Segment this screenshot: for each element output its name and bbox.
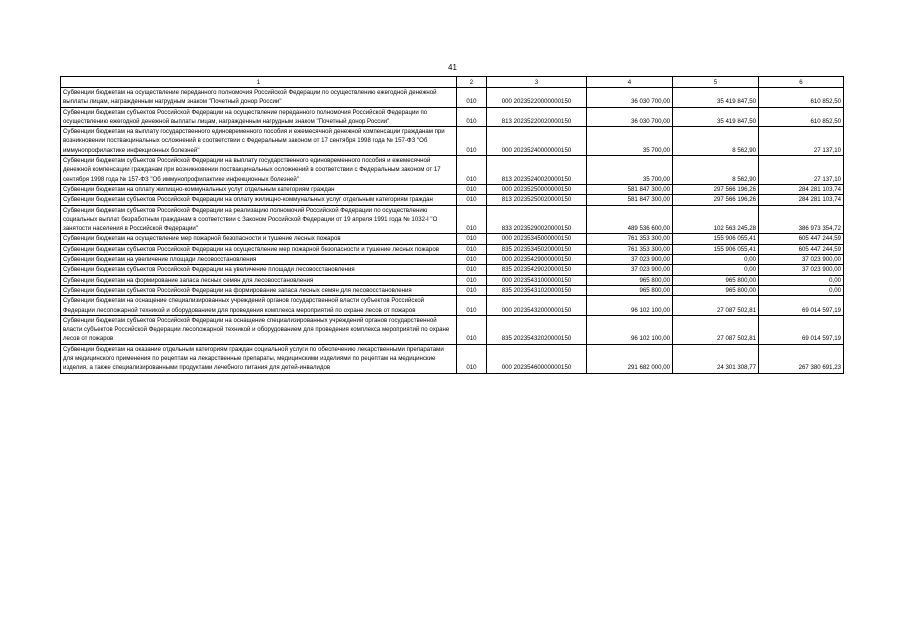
row-unexecuted-amount-cell: 27 137,10 — [759, 156, 844, 185]
column-header: 2 — [457, 77, 487, 88]
table-row — [61, 285, 844, 295]
row-admin-code-cell: 010 — [457, 315, 487, 344]
row-admin-code-cell: 010 — [457, 205, 487, 234]
row-plan-amount-cell: 96 102 100,00 — [587, 315, 673, 344]
row-budget-code-cell: 835 20235429020000150 — [487, 265, 587, 275]
row-unexecuted-amount-cell: 610 852,50 — [759, 88, 844, 108]
row-name-cell: Субвенции бюджетам на увеличение площади лесовосстановления — [61, 255, 457, 265]
row-name-cell: Субвенции бюджетам субъектов Российской Федерации на выплату государственного единовременного пособия и ежемесячной денежной компенсации гражданам при возникновении поствакцинальных осложнений в соответствии с Федеральным законом от 17 сентября 1998 года № 157-ФЗ "Об иммунопрофилактике инфекционных болезней" — [61, 156, 457, 185]
row-budget-code-cell: 000 20235345000000150 — [487, 234, 587, 244]
row-admin-code-cell: 010 — [457, 344, 487, 373]
row-admin-code-cell: 010 — [457, 127, 487, 156]
row-budget-code-cell: 000 20235432000000150 — [487, 296, 587, 316]
row-executed-amount-cell: 8 562,90 — [673, 127, 759, 156]
row-unexecuted-amount-cell: 69 014 597,19 — [759, 296, 844, 316]
table-row — [61, 234, 844, 244]
row-name-cell: Субвенции бюджетам субъектов Российской Федерации на реализацию полномочий Российской Федерации по осуществлению социальных выплат безработным гражданам в соответствии с Законом Российской Федерации от 19 апреля 1991 года № 1032-I "О занятости населения в Российской Федерации" — [61, 205, 457, 234]
row-admin-code-cell: 010 — [457, 107, 487, 127]
row-name-cell: Субвенции бюджетам субъектов Российской Федерации на оснащение специализированных учреждений органов государственной власти субъектов Российской Федерации лесопожарной техникой и оборудованием для проведения комплекса мероприятий по охране лесов от пожаров — [61, 315, 457, 344]
row-executed-amount-cell: 965 800,00 — [673, 275, 759, 285]
row-plan-amount-cell: 761 353 300,00 — [587, 234, 673, 244]
row-unexecuted-amount-cell: 0,00 — [759, 285, 844, 295]
row-executed-amount-cell: 8 562,90 — [673, 156, 759, 185]
row-name-cell: Субвенции бюджетам на оказание отдельным категориям граждан социальной услуги по обеспечению лекарственными препаратами для медицинского применения по рецептам на лекарственные препараты, медицинскими изделиями по рецептам на медицинские изделия, а также специализированными продуктами лечебного питания для детей-инвалидов — [61, 344, 457, 373]
row-budget-code-cell: 000 20235240000000150 — [487, 127, 587, 156]
row-name-cell: Субвенции бюджетам субъектов Российской Федерации на осуществление мер пожарной безопасности и тушение лесных пожаров — [61, 244, 457, 254]
row-name-cell: Субвенции бюджетам субъектов Российской Федерации на оплату жилищно-коммунальных услуг отдельным категориям граждан — [61, 195, 457, 205]
row-plan-amount-cell: 35 700,00 — [587, 127, 673, 156]
row-unexecuted-amount-cell: 605 447 244,59 — [759, 244, 844, 254]
row-admin-code-cell: 010 — [457, 296, 487, 316]
row-unexecuted-amount-cell: 0,00 — [759, 275, 844, 285]
table-row — [61, 184, 844, 194]
row-executed-amount-cell: 35 419 847,50 — [673, 107, 759, 127]
row-name-cell: Субвенции бюджетам на формирование запаса лесных семян для лесовосстановления — [61, 275, 457, 285]
row-executed-amount-cell: 297 566 196,26 — [673, 195, 759, 205]
row-name-cell: Субвенции бюджетам на оплату жилищно-коммунальных услуг отдельным категориям граждан — [61, 184, 457, 194]
row-budget-code-cell: 000 20235429000000150 — [487, 255, 587, 265]
row-executed-amount-cell: 0,00 — [673, 255, 759, 265]
budget-table — [60, 76, 844, 374]
row-budget-code-cell: 835 20235432020000150 — [487, 315, 587, 344]
table-row — [61, 275, 844, 285]
row-executed-amount-cell: 24 301 308,77 — [673, 344, 759, 373]
row-plan-amount-cell: 581 847 300,00 — [587, 184, 673, 194]
table-row — [61, 255, 844, 265]
row-budget-code-cell: 813 20235220020000150 — [487, 107, 587, 127]
table-row — [61, 107, 844, 127]
column-header: 6 — [759, 77, 844, 88]
row-admin-code-cell: 010 — [457, 234, 487, 244]
table-row — [61, 156, 844, 185]
table-row — [61, 296, 844, 316]
table-row — [61, 244, 844, 254]
row-unexecuted-amount-cell: 386 973 354,72 — [759, 205, 844, 234]
row-executed-amount-cell: 27 087 502,81 — [673, 315, 759, 344]
row-budget-code-cell: 813 20235250020000150 — [487, 195, 587, 205]
row-name-cell: Субвенции бюджетам субъектов Российской Федерации на увеличение площади лесовосстановления — [61, 265, 457, 275]
table-header-row — [61, 77, 844, 88]
row-admin-code-cell: 010 — [457, 195, 487, 205]
row-admin-code-cell: 010 — [457, 275, 487, 285]
row-budget-code-cell: 000 20235460000000150 — [487, 344, 587, 373]
page-number: 41 — [448, 63, 457, 72]
row-executed-amount-cell: 102 563 245,28 — [673, 205, 759, 234]
row-plan-amount-cell: 36 030 700,00 — [587, 107, 673, 127]
row-plan-amount-cell: 965 800,00 — [587, 275, 673, 285]
row-plan-amount-cell: 965 800,00 — [587, 285, 673, 295]
column-header: 3 — [487, 77, 587, 88]
row-admin-code-cell: 010 — [457, 156, 487, 185]
row-budget-code-cell: 000 20235220000000150 — [487, 88, 587, 108]
column-header: 4 — [587, 77, 673, 88]
table-row — [61, 195, 844, 205]
row-admin-code-cell: 010 — [457, 255, 487, 265]
row-plan-amount-cell: 37 023 900,00 — [587, 255, 673, 265]
table-row — [61, 344, 844, 373]
row-executed-amount-cell: 155 906 055,41 — [673, 244, 759, 254]
row-name-cell: Субвенции бюджетам на выплату государственного единовременного пособия и ежемесячной денежной компенсации гражданам при возникновении поствакцинальных осложнений в соответствии с Федеральным законом от 17 сентября 1998 года № 157-ФЗ "Об иммунопрофилактике инфекционных болезней" — [61, 127, 457, 156]
row-plan-amount-cell: 35 700,00 — [587, 156, 673, 185]
row-name-cell: Субвенции бюджетам на осуществление переданного полномочия Российской Федерации по осуществлению ежегодной денежной выплаты лицам, награжденным нагрудным знаком "Почетный донор России" — [61, 88, 457, 108]
row-admin-code-cell: 010 — [457, 184, 487, 194]
row-unexecuted-amount-cell: 37 023 900,00 — [759, 265, 844, 275]
table-row — [61, 315, 844, 344]
row-plan-amount-cell: 489 536 600,00 — [587, 205, 673, 234]
row-name-cell: Субвенции бюджетам на оснащение специализированных учреждений органов государственной власти субъектов Российской Федерации лесопожарной техникой и оборудованием для проведения комплекса мероприятий по охране лесов от пожаров — [61, 296, 457, 316]
table-row — [61, 88, 844, 108]
row-plan-amount-cell: 36 030 700,00 — [587, 88, 673, 108]
row-budget-code-cell: 000 20235431000000150 — [487, 275, 587, 285]
row-unexecuted-amount-cell: 610 852,50 — [759, 107, 844, 127]
table-row — [61, 265, 844, 275]
row-executed-amount-cell: 297 566 196,26 — [673, 184, 759, 194]
row-budget-code-cell: 835 20235345020000150 — [487, 244, 587, 254]
row-executed-amount-cell: 965 800,00 — [673, 285, 759, 295]
row-executed-amount-cell: 35 419 847,50 — [673, 88, 759, 108]
row-executed-amount-cell: 27 087 502,81 — [673, 296, 759, 316]
table-body — [61, 88, 844, 374]
row-budget-code-cell: 833 20235290020000150 — [487, 205, 587, 234]
row-unexecuted-amount-cell: 284 281 103,74 — [759, 184, 844, 194]
row-plan-amount-cell: 761 353 300,00 — [587, 244, 673, 254]
row-executed-amount-cell: 0,00 — [673, 265, 759, 275]
column-header: 1 — [61, 77, 457, 88]
row-name-cell: Субвенции бюджетам на осуществление мер пожарной безопасности и тушение лесных пожаров — [61, 234, 457, 244]
row-admin-code-cell: 010 — [457, 265, 487, 275]
row-budget-code-cell: 813 20235240020000150 — [487, 156, 587, 185]
row-name-cell: Субвенции бюджетам субъектов Российской Федерации на осуществление переданного полномочия Российской Федерации по осуществлению ежегодной денежной выплаты лицам, награжденным нагрудным знаком "Почетный донор России" — [61, 107, 457, 127]
row-admin-code-cell: 010 — [457, 88, 487, 108]
row-executed-amount-cell: 155 906 055,41 — [673, 234, 759, 244]
column-header: 5 — [673, 77, 759, 88]
row-plan-amount-cell: 37 023 900,00 — [587, 265, 673, 275]
row-budget-code-cell: 835 20235431020000150 — [487, 285, 587, 295]
row-plan-amount-cell: 581 847 300,00 — [587, 195, 673, 205]
row-budget-code-cell: 000 20235250000000150 — [487, 184, 587, 194]
row-admin-code-cell: 010 — [457, 244, 487, 254]
row-unexecuted-amount-cell: 27 137,10 — [759, 127, 844, 156]
row-unexecuted-amount-cell: 37 023 900,00 — [759, 255, 844, 265]
row-plan-amount-cell: 291 682 000,00 — [587, 344, 673, 373]
row-unexecuted-amount-cell: 69 014 597,19 — [759, 315, 844, 344]
row-unexecuted-amount-cell: 284 281 103,74 — [759, 195, 844, 205]
row-admin-code-cell: 010 — [457, 285, 487, 295]
row-unexecuted-amount-cell: 267 380 691,23 — [759, 344, 844, 373]
table-row — [61, 127, 844, 156]
row-plan-amount-cell: 96 102 100,00 — [587, 296, 673, 316]
table-row — [61, 205, 844, 234]
row-unexecuted-amount-cell: 605 447 244,59 — [759, 234, 844, 244]
row-name-cell: Субвенции бюджетам субъектов Российской Федерации на формирование запаса лесных семян для лесовосстановления — [61, 285, 457, 295]
